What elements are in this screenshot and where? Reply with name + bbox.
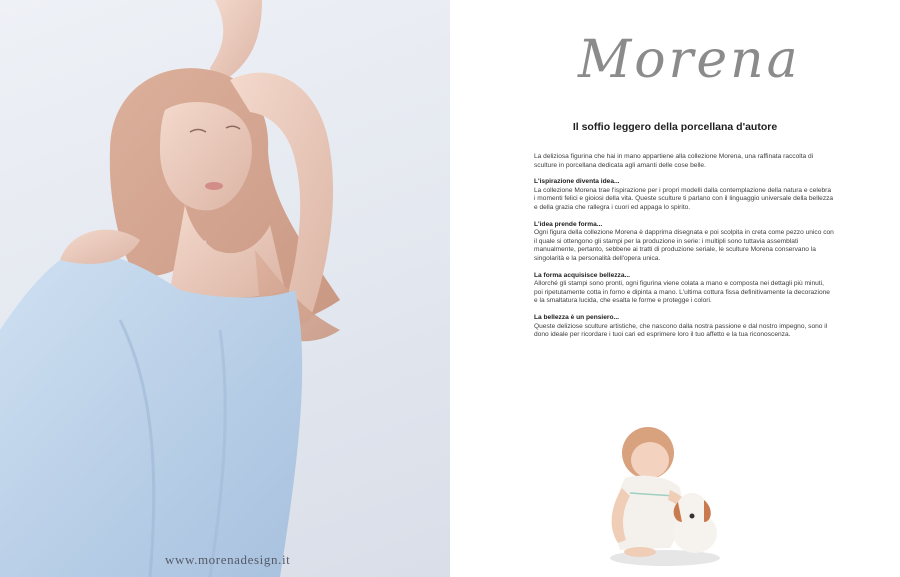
website-url: www.morenadesign.it	[165, 552, 291, 567]
body-text	[534, 153, 834, 348]
brand-logo: Morena	[578, 30, 801, 90]
section-heading: L'ispirazione diventa idea...	[534, 178, 620, 186]
section-text: Ogni figura della collezione Morena è dapprima disegnata e poi scolpita in creta come pezzo unico con il quale si ottengono gli stampi per la produzione in serie: i multipli sono tuttavia assemblati manualmente, pertanto, sebbene ai tratti di produzione seriale, le sculture Morena conservano la singolarità e la personalità dell'opera unica.	[534, 229, 834, 262]
right-page	[450, 0, 900, 577]
section-text: Allorché gli stampi sono pronti, ogni figurina viene colata a mano e composta nei dettagli più minuti, poi ripetutamente cotta in forno e dipinta a mano. L'ultima cottura fissa definitivamente la decorazione e la smaltatura lucida, che esalta le forme e protegge i colori.	[534, 280, 830, 305]
section-3	[534, 272, 834, 306]
section-heading: La bellezza è un pensiero...	[534, 313, 620, 321]
section-text: La collezione Morena trae l'ispirazione per i propri modelli dalla contemplazione della natura e celebra i momenti felici e gioiosi della vita. Queste sculture ti parlano con il linguaggio universale della bellezza e della grazia che rallegra i cuori ed appaga lo spirito.	[534, 186, 834, 211]
section-heading: La forma acquisisce bellezza...	[534, 271, 631, 279]
section-2	[534, 221, 834, 264]
child-with-puppy-figurine	[600, 418, 730, 568]
intro-paragraph: La deliziosa figurina che hai in mano appartiene alla collezione Morena, una raffinata raccolta di sculture in porcellana dedicata agli amanti delle cose belle.	[534, 153, 814, 169]
page-subtitle: Il soffio leggero della porcellana d'autore	[572, 121, 778, 133]
section-4	[534, 314, 834, 340]
section-1	[534, 178, 834, 212]
section-heading: L'idea prende forma...	[534, 220, 603, 228]
section-text: Queste deliziose sculture artistiche, che nascono dalla nostra passione e dal nostro impegno, sono il dono ideale per ricordare i tuoi cari ed esprimere loro il tuo affetto e la tua riconoscenza.	[534, 322, 828, 339]
